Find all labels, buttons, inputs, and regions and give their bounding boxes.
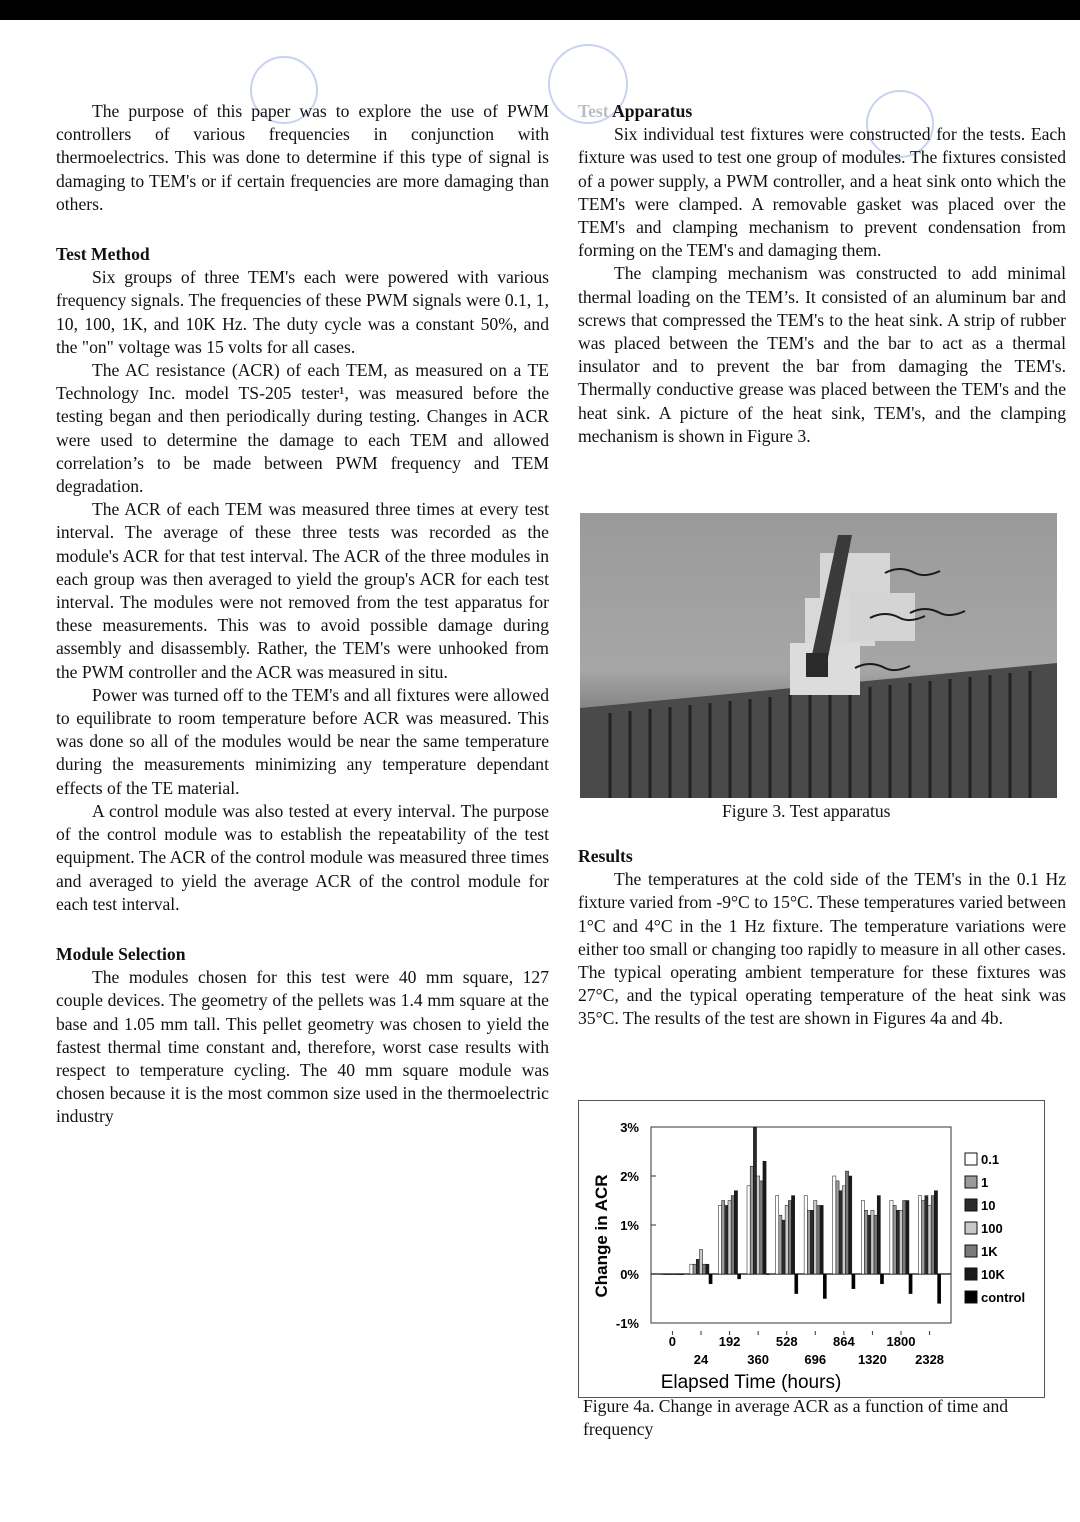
- legend-label-10K: 10K: [981, 1267, 1005, 1282]
- x-tick-label: 1800: [886, 1334, 916, 1349]
- results-paragraph: The temperatures at the cold side of the TEM's in the 0.1 Hz fixture varied from -9°C to 15°C. These temperatures varied between 1°C and 4°C in the 1 Hz fixture. The temperature variations were either too small or changing too rapidly to measure in all other cases. The typical operating ambient temperature for these fixtures was 27°C, and the typical operating temperature of the heat sink was 35°C. The results of the test are shown in Figures 4a and 4b.: [578, 869, 1066, 1029]
- y-tick-label: 1%: [620, 1218, 639, 1233]
- bar-1K-192: [731, 1196, 734, 1274]
- test-method-paragraph-1: Six groups of three TEM's each were powered with various frequency signals. The frequencies of these PWM signals were 0.1, 1, 10, 100, 1K, and 10K Hz. The duty cycle was a constant 50%, and the "on" voltage was 15 volts for all cases.: [56, 267, 549, 357]
- apparatus-paragraph-2: The clamping mechanism was constructed to add minimal thermal loading on the TEM’s. It consisted of an aluminum bar and screws that compressed the TEM's to the heat sink. A strip of rubber was placed between the TEM's and the bar to act as a thermal insulator and to prevent the bar from damaging the TEM's. Thermally conductive grease was placed between the TEM's and the heat sink. A picture of the heat sink, TEM's, and the clamping mechanism is shown in Figure 3.: [578, 263, 1066, 446]
- bar-control-360: [766, 1274, 769, 1275]
- bar-10K-360: [763, 1161, 766, 1274]
- bar-0.1-1800: [890, 1201, 893, 1275]
- legend-label-100: 100: [981, 1221, 1003, 1236]
- bar-0.1-696: [804, 1196, 807, 1274]
- acr-bar-chart: [579, 1101, 1044, 1397]
- bar-1-1800: [893, 1205, 896, 1274]
- test-method-paragraph-5: A control module was also tested at every interval. The purpose of the control module was to establish the repeatability of the test equipment. The ACR of the control module was measured three times and averaged to yield the average ACR of the control module for each test interval.: [56, 800, 549, 914]
- y-tick-label: 2%: [620, 1169, 639, 1184]
- right-column-top: [578, 100, 1066, 448]
- bar-1-696: [807, 1210, 810, 1274]
- x-tick-label: 696: [804, 1352, 827, 1367]
- y-tick-label: 0%: [620, 1267, 639, 1282]
- bar-10-1800: [896, 1210, 899, 1274]
- bar-100-192: [728, 1201, 731, 1275]
- bar-100-24: [699, 1250, 702, 1275]
- bar-10-2328: [925, 1196, 928, 1274]
- x-tick-label: 864: [833, 1334, 855, 1349]
- bar-control-528: [795, 1274, 798, 1294]
- y-tick-label: 3%: [620, 1120, 639, 1135]
- bar-10K-2328: [934, 1191, 937, 1274]
- bar-control-192: [738, 1274, 741, 1279]
- bar-1-1320: [864, 1210, 867, 1274]
- bar-0.1-360: [747, 1186, 750, 1274]
- bar-10K-864: [849, 1176, 852, 1274]
- bar-100-1320: [871, 1210, 874, 1274]
- bar-1-2328: [922, 1201, 925, 1275]
- bar-100-696: [814, 1201, 817, 1275]
- bar-10K-0: [677, 1274, 680, 1275]
- bar-10K-24: [706, 1264, 709, 1274]
- bar-10K-1320: [877, 1196, 880, 1274]
- x-tick-label: 528: [775, 1334, 798, 1349]
- legend-swatch-1K: [965, 1245, 977, 1257]
- bar-1-528: [779, 1215, 782, 1274]
- bar-control-1800: [909, 1274, 912, 1294]
- bar-10-696: [811, 1210, 814, 1274]
- bar-10K-696: [820, 1205, 823, 1274]
- bar-control-864: [852, 1274, 855, 1289]
- bar-1K-1800: [903, 1201, 906, 1275]
- bar-1K-864: [845, 1171, 848, 1274]
- bar-1-864: [836, 1181, 839, 1274]
- x-tick-label: 0: [668, 1334, 677, 1349]
- legend-label-1: 1: [981, 1175, 989, 1190]
- bar-1K-0: [674, 1274, 677, 1275]
- bar-0.1-2328: [918, 1196, 921, 1274]
- bar-1K-2328: [931, 1196, 934, 1274]
- test-method-paragraph-4: Power was turned off to the TEM's and all fixtures were allowed to equilibrate to room temperature before ACR was measured. This was done so all of the modules would be near the same temperature during the measurements minimizing any temperature dependant effects of the TE material.: [56, 684, 549, 798]
- bar-10K-192: [734, 1191, 737, 1274]
- bar-1-0: [664, 1274, 667, 1275]
- x-tick-label: 2328: [915, 1352, 945, 1367]
- legend-swatch-0.1: [965, 1153, 977, 1165]
- bar-1-24: [693, 1264, 696, 1274]
- test-apparatus-illustration: [580, 513, 1057, 798]
- bar-100-2328: [928, 1205, 931, 1274]
- bar-0.1-864: [833, 1176, 836, 1274]
- bar-0.1-528: [776, 1196, 779, 1274]
- figure-3-photo: [580, 513, 1057, 798]
- bar-10-528: [782, 1220, 785, 1274]
- module-selection-paragraph: The modules chosen for this test were 40 mm square, 127 couple devices. The geometry of the pellets was 1.4 mm square at the base and 1.05 mm tall. This pellet geometry was chosen to yield the fastest thermal time constant and, therefore, worst case results with respect to temperature cycling. The 40 mm square module was chosen because it is the most common size used in the thermoelectric industry: [56, 967, 549, 1127]
- figure-4a-chart: [578, 1100, 1045, 1398]
- bar-control-24: [709, 1274, 712, 1284]
- legend-swatch-100: [965, 1222, 977, 1234]
- figure-3-caption: Figure 3. Test apparatus: [722, 801, 891, 821]
- test-method-heading: Test Method: [56, 244, 150, 265]
- bar-100-528: [785, 1205, 788, 1274]
- module-selection-heading: Module Selection: [56, 943, 186, 964]
- bar-1-192: [722, 1201, 725, 1275]
- bar-control-696: [823, 1274, 826, 1299]
- legend-label-1K: 1K: [981, 1244, 998, 1259]
- bar-1K-696: [817, 1205, 820, 1274]
- bar-0.1-192: [718, 1205, 721, 1274]
- results-heading: Results: [578, 846, 633, 866]
- x-tick-label: 24: [693, 1352, 709, 1367]
- legend-label-10: 10: [981, 1198, 996, 1213]
- x-axis-label: Elapsed Time (hours): [660, 1372, 842, 1393]
- test-apparatus-heading: [578, 100, 1066, 123]
- bar-1K-360: [760, 1181, 763, 1274]
- bar-0.1-0: [661, 1274, 664, 1275]
- results-section: [578, 845, 1066, 1031]
- left-column: [56, 100, 549, 1129]
- bar-10K-528: [791, 1196, 794, 1274]
- bar-1K-1320: [874, 1215, 877, 1274]
- intro-paragraph: The purpose of this paper was to explore the use of PWM controllers of various frequencies in conjunction with thermoelectrics. This was done to determine if this type of signal is damaging to TEM's or if certain frequencies are more damaging than others.: [56, 101, 549, 214]
- legend-label-control: control: [981, 1290, 1026, 1305]
- legend-label-0.1: 0.1: [981, 1152, 1000, 1167]
- bar-100-0: [671, 1274, 674, 1275]
- legend-swatch-1: [965, 1176, 977, 1188]
- bar-1K-528: [788, 1201, 791, 1275]
- test-method-paragraph-3: The ACR of each TEM was measured three times at every test interval. The average of these three tests was recorded as the module's ACR for that test interval. The ACR of the three modules in each group was then averaged to yield the group's ACR for each test interval. The modules were not removed from the test apparatus for these measurements. This was to avoid possible damage during assembly and disassembly. Rather, the TEM's were unhooked from the PWM controller and the ACR was measured in situ.: [56, 499, 549, 682]
- top-black-bar: [0, 0, 1080, 20]
- bar-0.1-24: [690, 1264, 693, 1274]
- y-tick-label: -1%: [615, 1316, 639, 1331]
- bar-10-360: [753, 1127, 756, 1274]
- bar-10K-1800: [906, 1201, 909, 1275]
- apparatus-paragraph-1: Six individual test fixtures were constructed for the tests. Each fixture was used to test one group of modules. The fixtures consisted of a power supply, a PWM controller, and a heat sink onto which the TEM's were clamped. A removable gasket was placed over the TEM's and clamping mechanism to prevent condensation from forming on the TEM's and damaging them.: [578, 124, 1066, 261]
- test-apparatus-heading-text: Apparatus: [612, 101, 693, 121]
- y-axis-label: Change in ACR: [592, 1174, 611, 1298]
- bar-100-864: [842, 1186, 845, 1274]
- test-method-paragraph-2: The AC resistance (ACR) of each TEM, as measured on a TE Technology Inc. model TS-205 tester¹, was measured before the testing began and then periodically during testing. Changes in ACR were used to determine the damage to each TEM and allowed correlation’s to be made between PWM frequency and TEM degradation.: [56, 360, 549, 497]
- bar-10-1320: [868, 1215, 871, 1274]
- bar-10-0: [668, 1274, 671, 1275]
- bar-control-1320: [880, 1274, 883, 1284]
- x-tick-label: 192: [718, 1334, 741, 1349]
- bar-1K-24: [703, 1264, 706, 1274]
- legend-swatch-control: [965, 1291, 977, 1303]
- bar-100-1800: [899, 1210, 902, 1274]
- legend-swatch-10: [965, 1199, 977, 1211]
- bar-control-2328: [938, 1274, 941, 1303]
- bar-10-192: [725, 1205, 728, 1274]
- bar-10-864: [839, 1191, 842, 1274]
- figure-4a-caption: Figure 4a. Change in average ACR as a function of time and frequency: [583, 1396, 1009, 1439]
- bar-control-0: [680, 1274, 683, 1275]
- bar-0.1-1320: [861, 1201, 864, 1275]
- bar-1-360: [750, 1166, 753, 1274]
- x-tick-label: 1320: [857, 1352, 887, 1367]
- x-tick-label: 360: [747, 1352, 769, 1367]
- legend-swatch-10K: [965, 1268, 977, 1280]
- bar-10-24: [696, 1259, 699, 1274]
- test-apparatus-heading-faded: Test: [578, 101, 609, 121]
- bar-100-360: [757, 1176, 760, 1274]
